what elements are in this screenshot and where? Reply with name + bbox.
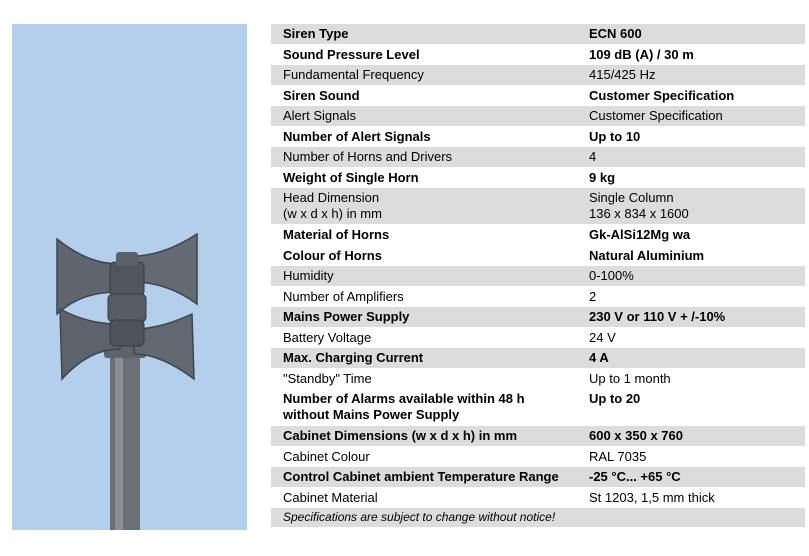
spec-value: 24 V <box>577 327 805 348</box>
spec-label: Cabinet Material <box>271 487 577 508</box>
spec-label-line: Number of Alarms available within 48 h <box>283 391 525 406</box>
spec-value: Up to 1 month <box>577 368 805 389</box>
spec-row <box>271 167 805 188</box>
spec-value: Up to 10 <box>577 126 805 147</box>
spec-label <box>271 389 577 426</box>
spec-value: Up to 20 <box>577 389 805 426</box>
spec-row <box>271 327 805 348</box>
spec-row <box>271 426 805 447</box>
spec-value: 0-100% <box>577 266 805 287</box>
spec-row <box>271 225 805 246</box>
spec-row <box>271 467 805 488</box>
spec-row <box>271 487 805 508</box>
spec-value-line: 136 x 834 x 1600 <box>589 206 689 221</box>
spec-value: 230 V or 110 V + /-10% <box>577 307 805 328</box>
pole <box>110 354 140 530</box>
spec-value: 4 A <box>577 348 805 369</box>
driver-top <box>110 262 144 296</box>
spec-label: Sound Pressure Level <box>271 44 577 65</box>
spec-value: 9 kg <box>577 167 805 188</box>
spec-value: RAL 7035 <box>577 446 805 467</box>
spec-row <box>271 389 805 426</box>
spec-value: 109 dB (A) / 30 m <box>577 44 805 65</box>
spec-note-row <box>271 508 805 528</box>
spec-value <box>577 188 805 225</box>
spec-value-line: Single Column <box>589 190 674 205</box>
spec-value: -25 °C... +65 °C <box>577 467 805 488</box>
header-label: Siren Type <box>271 24 577 44</box>
driver-bottom <box>110 320 144 346</box>
spec-row <box>271 245 805 266</box>
spec-note: Specifications are subject to change without notice! <box>271 508 805 528</box>
spec-label-line: without Mains Power Supply <box>283 407 460 422</box>
spec-table <box>271 24 805 528</box>
spec-value: 2 <box>577 286 805 307</box>
spec-label <box>271 188 577 225</box>
spec-label: Control Cabinet ambient Temperature Range <box>271 467 577 488</box>
spec-label: Number of Amplifiers <box>271 286 577 307</box>
spec-label: Cabinet Dimensions (w x d x h) in mm <box>271 426 577 447</box>
spec-value: 415/425 Hz <box>577 65 805 86</box>
spec-row <box>271 368 805 389</box>
spec-label: Battery Voltage <box>271 327 577 348</box>
siren-illustration <box>12 24 247 530</box>
spec-row <box>271 266 805 287</box>
spec-label: Cabinet Colour <box>271 446 577 467</box>
spec-value: St 1203, 1,5 mm thick <box>577 487 805 508</box>
spec-value: Customer Specification <box>577 85 805 106</box>
siren-photo <box>12 24 247 530</box>
spec-label-line: (w x d x h) in mm <box>283 206 382 221</box>
header-value: ECN 600 <box>577 24 805 44</box>
spec-row <box>271 286 805 307</box>
spec-label: Max. Charging Current <box>271 348 577 369</box>
spec-row <box>271 147 805 168</box>
spec-value: 600 x 350 x 760 <box>577 426 805 447</box>
spec-label: Material of Horns <box>271 225 577 246</box>
spec-label-line: Head Dimension <box>283 190 380 205</box>
spec-header-row <box>271 24 805 44</box>
spec-label: Weight of Single Horn <box>271 167 577 188</box>
spec-value: Natural Aluminium <box>577 245 805 266</box>
spec-row <box>271 307 805 328</box>
spec-label: Fundamental Frequency <box>271 65 577 86</box>
spec-label: Number of Horns and Drivers <box>271 147 577 168</box>
spec-row <box>271 446 805 467</box>
spec-value: Customer Specification <box>577 106 805 127</box>
driver-mid <box>108 294 146 322</box>
spec-label: Humidity <box>271 266 577 287</box>
spec-row <box>271 348 805 369</box>
spec-label: Colour of Horns <box>271 245 577 266</box>
spec-row <box>271 65 805 86</box>
spec-row <box>271 85 805 106</box>
spec-label: "Standby" Time <box>271 368 577 389</box>
spec-value: Gk-AlSi12Mg wa <box>577 225 805 246</box>
spec-label: Mains Power Supply <box>271 307 577 328</box>
spec-label: Siren Sound <box>271 85 577 106</box>
spec-row <box>271 126 805 147</box>
spec-row <box>271 188 805 225</box>
spec-row <box>271 44 805 65</box>
spec-label: Alert Signals <box>271 106 577 127</box>
spec-row <box>271 106 805 127</box>
spec-value: 4 <box>577 147 805 168</box>
spec-label: Number of Alert Signals <box>271 126 577 147</box>
